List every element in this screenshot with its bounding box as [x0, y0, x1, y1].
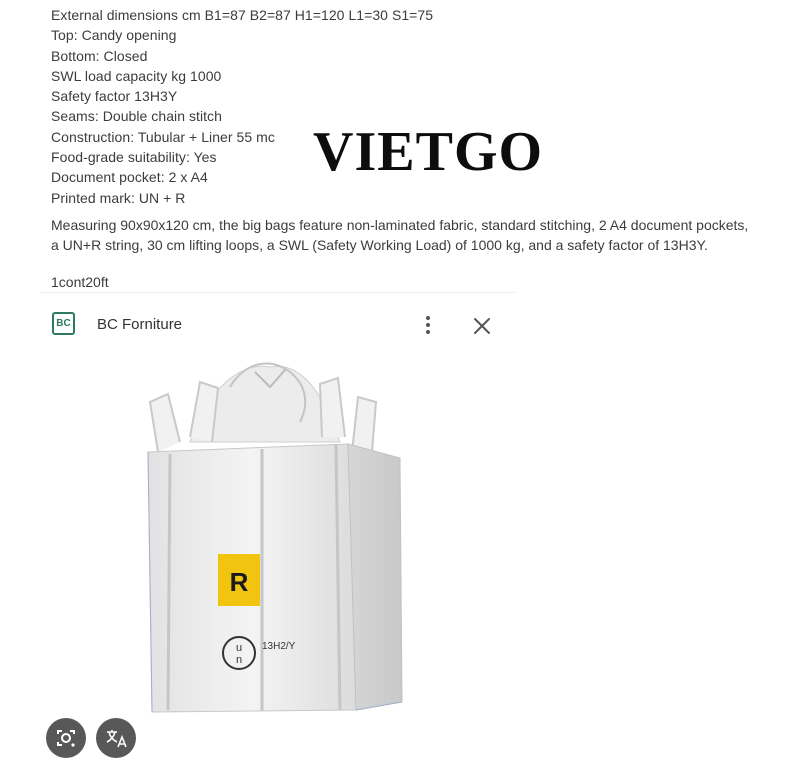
r-label-text: R — [229, 567, 249, 597]
bulk-bag-image[interactable] — [40, 292, 515, 772]
translate-button[interactable] — [96, 718, 136, 758]
spec-external-dimensions: External dimensions cm B1=87 B2=87 H1=120 L1=30 S1=75 — [51, 7, 434, 23]
google-lens-icon — [46, 718, 86, 758]
image-result-card — [40, 292, 515, 772]
vietgo-watermark: VIETGO — [313, 121, 544, 183]
spec-seams: Seams: Double chain stitch — [51, 108, 222, 125]
translate-icon — [96, 718, 136, 758]
source-name[interactable]: BC Forniture — [97, 316, 183, 333]
spec-printed-mark: Printed mark: UN + R — [51, 189, 186, 206]
description-paragraph: Measuring 90x90x120 cm, the big bags feature non-laminated fabric, standard stitching, 2 A4 document pockets, a UN+R string, 30 cm lifting loops, a SWL (Safety Working Load) of 1000 kg, and a safety factor of 13H3Y. — [51, 217, 749, 254]
spec-safety-factor: Safety factor 13H3Y — [51, 88, 178, 105]
spec-document-pocket: Document pocket: 2 x A4 — [51, 169, 208, 186]
un-mark-bottom: n — [235, 654, 243, 666]
spec-bottom: Bottom: Closed — [51, 47, 148, 64]
spec-construction: Construction: Tubular + Liner 55 mc — [51, 128, 275, 145]
source-favicon[interactable]: BC — [52, 312, 75, 335]
un-mark-top: u — [235, 642, 243, 654]
un-code-text: 13H2/Y — [262, 641, 296, 652]
container-note: 1cont20ft — [51, 274, 109, 290]
google-lens-button[interactable] — [46, 718, 86, 758]
spec-top: Top: Candy opening — [51, 27, 177, 44]
spec-food-grade: Food-grade suitability: Yes — [51, 149, 217, 166]
spec-swl: SWL load capacity kg 1000 — [51, 67, 222, 84]
